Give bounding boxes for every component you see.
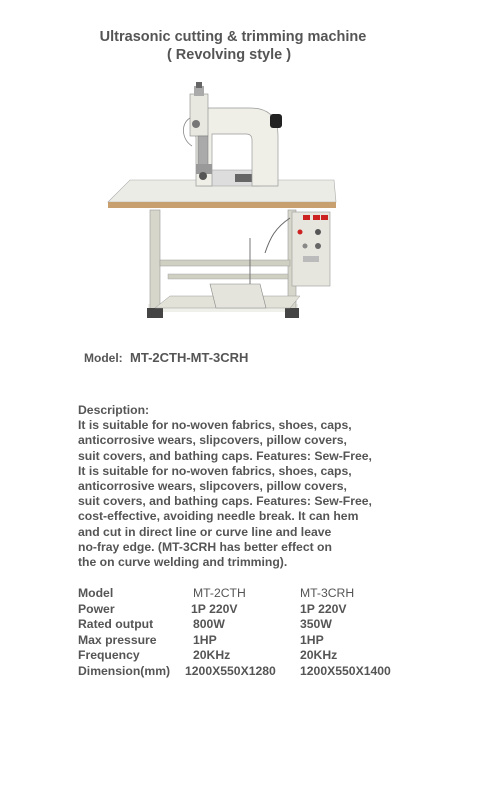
description-line: suit covers, and bathing caps. Features: Sew-Free,	[78, 494, 372, 509]
table-leg-left	[150, 210, 160, 310]
spec-row-rated-output	[78, 617, 391, 633]
page-subtitle: ( Revolving style )	[166, 47, 292, 63]
spec-label: Max pressure	[78, 632, 157, 647]
description-line: and cut in direct line or curve line and leave	[78, 524, 332, 539]
description-heading: Description:	[78, 403, 150, 417]
spec-value-mt2cth: 20KHz	[193, 648, 231, 662]
description-line: the on curve welding and trimming).	[78, 555, 288, 570]
spec-value-mt3crh: 1HP	[300, 632, 324, 647]
spec-value-mt3crh: 1P 220V	[300, 601, 347, 616]
control-box	[292, 212, 330, 286]
spec-row-power	[78, 602, 391, 618]
description-line: anticorrosive wears, slipcovers, pillow covers,	[78, 433, 347, 448]
spec-label: Model	[78, 586, 114, 600]
description-line: anticorrosive wears, slipcovers, pillow covers,	[78, 479, 347, 494]
spec-table	[78, 586, 391, 679]
model-line	[84, 350, 248, 365]
spec-row-model	[78, 586, 391, 602]
model-label: Model:	[84, 351, 123, 365]
spec-value-mt3crh: 20KHz	[300, 648, 338, 662]
description-line: It is suitable for no-woven fabrics, shoes, caps,	[78, 418, 352, 433]
description	[78, 403, 418, 570]
spec-value-mt2cth: MT-2CTH	[193, 586, 246, 600]
page-title: Ultrasonic cutting & trimming machine	[99, 29, 367, 45]
spec-value-mt2cth: 1200X550X1280	[185, 663, 276, 678]
description-line: It is suitable for no-woven fabrics, shoes, caps,	[78, 463, 352, 478]
spec-value-mt3crh: 1200X550X1400	[300, 663, 391, 678]
machine-photo	[100, 78, 340, 328]
table-edge	[108, 202, 336, 208]
spec-value-mt3crh: 350W	[300, 617, 332, 631]
description-line: no-fray edge. (MT-3CRH has better effect on	[78, 539, 332, 554]
spec-value-mt2cth: 1P 220V	[191, 601, 238, 616]
spec-label: Rated output	[78, 617, 154, 631]
spec-row-max-pressure	[78, 633, 391, 649]
spec-label: Frequency	[78, 648, 140, 662]
spec-value-mt3crh: MT-3CRH	[300, 586, 355, 600]
description-line: suit covers, and bathing caps. Features: Sew-Free,	[78, 448, 372, 463]
spec-value-mt2cth: 1HP	[193, 632, 217, 647]
description-line: cost-effective, avoiding needle break. It can hem	[78, 509, 359, 524]
spec-label: Power	[78, 601, 115, 616]
spec-row-frequency	[78, 648, 391, 664]
spec-value-mt2cth: 800W	[193, 617, 225, 631]
model-value: MT-2CTH-MT-3CRH	[130, 350, 249, 365]
spec-row-dimension	[78, 664, 391, 680]
spec-label: Dimension(mm)	[78, 663, 171, 678]
